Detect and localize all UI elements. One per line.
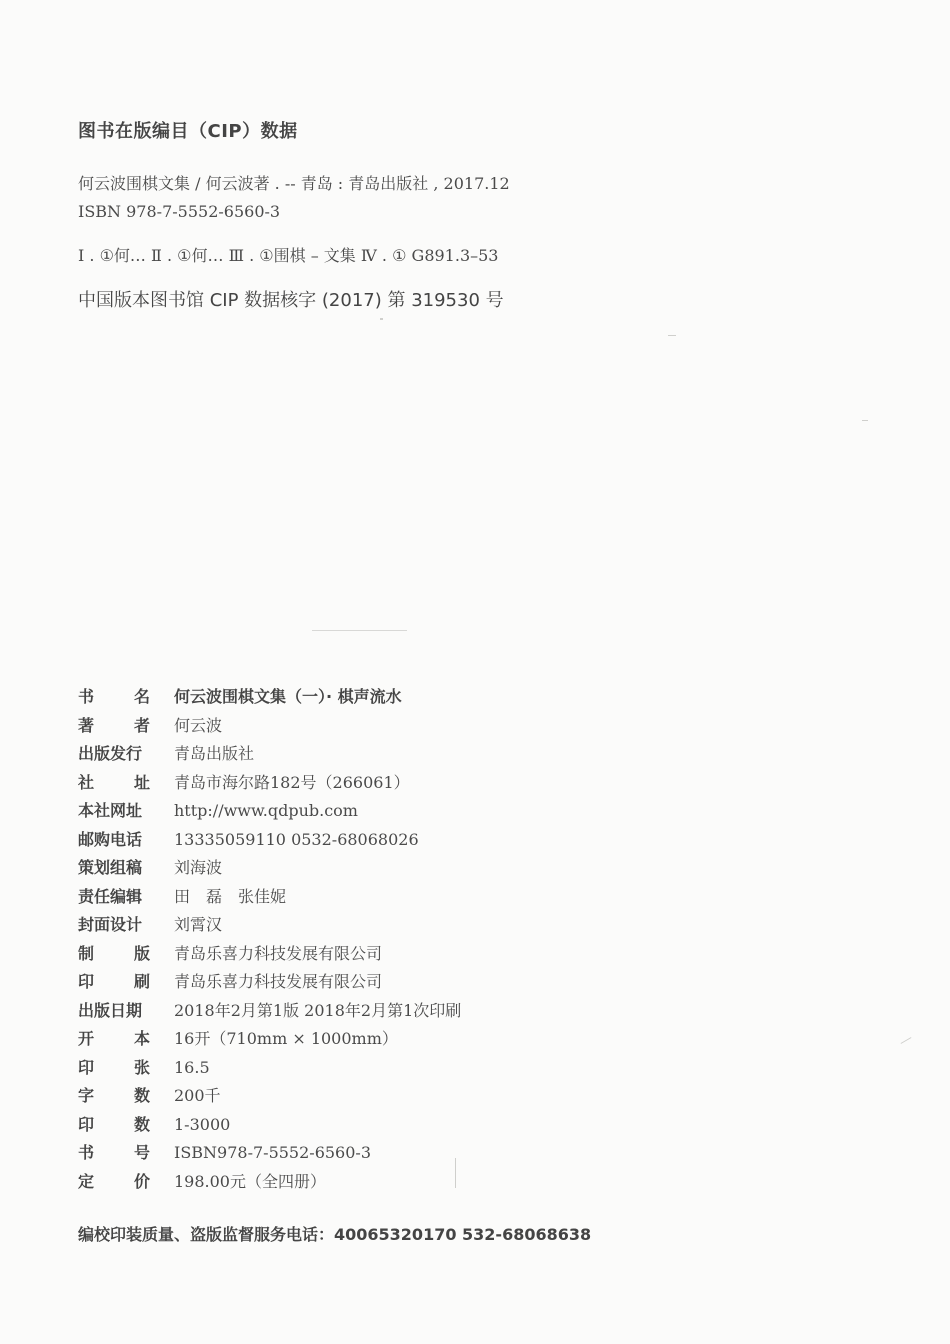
info-row-printing bbox=[78, 969, 678, 998]
info-value-price: 198.00元（全四册） bbox=[174, 1171, 326, 1191]
info-row-author bbox=[78, 713, 678, 742]
info-label: 邮购电话 bbox=[78, 829, 143, 849]
info-label: 开 本 bbox=[78, 1029, 150, 1048]
info-label: 本社网址 bbox=[78, 801, 143, 820]
info-value-print-run: 1-3000 bbox=[174, 1114, 231, 1134]
info-label: 字 数 bbox=[78, 1086, 150, 1105]
cip-classification-line: Ⅰ . ①何… Ⅱ . ①何… Ⅲ . ①围棋 – 文集 Ⅳ . ① G891.3–53 bbox=[78, 246, 499, 265]
info-label: 印 刷 bbox=[78, 972, 150, 991]
info-value-planning: 刘海波 bbox=[174, 858, 223, 877]
info-label: 出版发行 bbox=[78, 744, 143, 763]
paper-speck bbox=[668, 335, 676, 336]
paper-speck bbox=[901, 1037, 912, 1044]
info-label: 书 号 bbox=[78, 1143, 150, 1162]
info-row-cover-design bbox=[78, 912, 678, 941]
info-label: 书 名 bbox=[78, 687, 150, 706]
info-value-plate-making: 青岛乐喜力科技发展有限公司 bbox=[174, 943, 383, 963]
info-label: 责任编辑 bbox=[78, 886, 143, 906]
info-label: 封面设计 bbox=[78, 915, 143, 934]
cip-title-line: 何云波围棋文集 / 何云波著 . -- 青岛 : 青岛出版社 , 2017.12 bbox=[78, 174, 510, 193]
info-row-publisher bbox=[78, 741, 678, 770]
info-row-format bbox=[78, 1026, 678, 1055]
info-label: 社 址 bbox=[78, 772, 150, 792]
info-value-title: 何云波围棋文集（一）· 棋声流水 bbox=[174, 687, 402, 706]
info-row-planning bbox=[78, 855, 678, 884]
info-value-phone: 13335059110 0532-68068026 bbox=[174, 829, 419, 849]
info-row-editors bbox=[78, 884, 678, 913]
info-label: 策划组稿 bbox=[78, 858, 143, 877]
cip-isbn-line: ISBN 978-7-5552-6560-3 bbox=[78, 202, 281, 221]
info-row-website bbox=[78, 798, 678, 827]
faint-divider bbox=[312, 630, 407, 631]
info-row-publish-date bbox=[78, 998, 678, 1027]
info-row-price bbox=[78, 1169, 678, 1198]
info-label: 著 者 bbox=[78, 715, 150, 735]
info-row-sheets bbox=[78, 1055, 678, 1084]
info-value-editors: 田 磊 张佳妮 bbox=[174, 886, 287, 906]
info-value-book-number: ISBN978-7-5552-6560-3 bbox=[174, 1143, 371, 1162]
paper-speck bbox=[862, 420, 868, 421]
paper-speck bbox=[455, 1158, 456, 1188]
info-value-author: 何云波 bbox=[174, 715, 223, 735]
info-value-publisher: 青岛出版社 bbox=[174, 744, 255, 763]
cip-heading: 图书在版编目（CIP）数据 bbox=[78, 121, 298, 142]
info-row-book-number bbox=[78, 1140, 678, 1169]
paper-speck bbox=[380, 318, 383, 320]
info-label: 制 版 bbox=[78, 943, 150, 963]
info-label: 印 数 bbox=[78, 1114, 150, 1134]
quality-hotline: 编校印装质量、盗版监督服务电话：40065320170 532-68068638 bbox=[78, 1225, 592, 1244]
info-row-title bbox=[78, 684, 678, 713]
info-row-print-run bbox=[78, 1112, 678, 1141]
info-row-address bbox=[78, 770, 678, 799]
info-value-printing: 青岛乐喜力科技发展有限公司 bbox=[174, 972, 383, 991]
info-value-sheets: 16.5 bbox=[174, 1057, 210, 1077]
info-value-address: 青岛市海尔路182号（266061） bbox=[174, 772, 410, 792]
info-row-plate-making bbox=[78, 941, 678, 970]
info-row-phone bbox=[78, 827, 678, 856]
publication-info-table bbox=[78, 684, 678, 1197]
info-label: 定 价 bbox=[78, 1171, 150, 1191]
cip-record-number-line: 中国版本图书馆 CIP 数据核字 (2017) 第 319530 号 bbox=[78, 290, 504, 311]
info-value-publish-date: 2018年2月第1版 2018年2月第1次印刷 bbox=[174, 1000, 462, 1020]
info-value-format: 16开（710mm × 1000mm） bbox=[174, 1029, 398, 1048]
info-value-website: http://www.qdpub.com bbox=[174, 801, 358, 820]
info-row-word-count bbox=[78, 1083, 678, 1112]
info-value-cover-design: 刘霄汉 bbox=[174, 915, 223, 934]
info-label: 出版日期 bbox=[78, 1000, 143, 1020]
info-label: 印 张 bbox=[78, 1057, 150, 1077]
info-value-word-count: 200千 bbox=[174, 1086, 221, 1105]
